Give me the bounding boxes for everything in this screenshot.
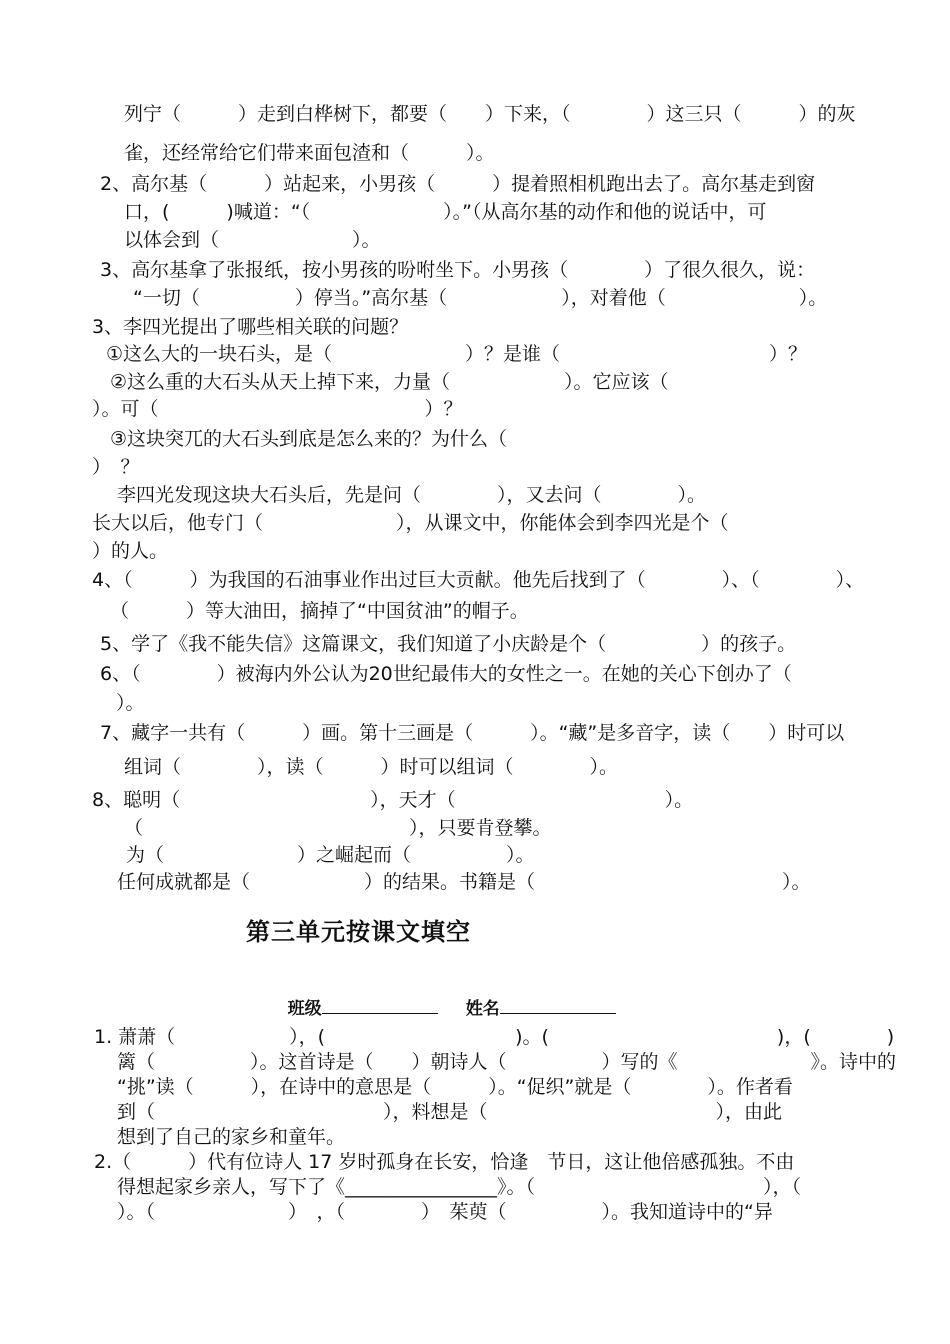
text-line: 3、李四光提出了哪些相关联的问题？: [92, 316, 409, 338]
text-line: 组词（ ），读（ ）时可以组词（ ）。: [124, 756, 619, 778]
text-line: 列宁（ ）走到白桦树下，都要（ ）下来，（ ）这三只（ ）的灰: [124, 103, 856, 125]
text-line: （ ），只要肯登攀。: [124, 817, 552, 839]
text-line: “挑”读（ ），在诗中的意思是（ ）。“促织”就是（ ）。作者看: [117, 1076, 793, 1098]
text-line: ）的人。: [92, 540, 169, 562]
text-line: 4、（ ）为我国的石油事业作出过巨大贡献。他先后找到了（ ）、（ ）、: [92, 569, 865, 591]
text-line: 2、高尔基（ ）站起来，小男孩（ ）提着照相机跑出去了。高尔基走到窗: [100, 173, 816, 195]
text-line: 以体会到（ ）。: [124, 229, 381, 251]
text-line: 1. 萧萧（ ），( )。( )，( ): [94, 1026, 895, 1048]
text-line: 长大以后，他专门（ ），从课文中，你能体会到李四光是个（: [92, 512, 729, 534]
text-line: 3、高尔基拿了张报纸，按小男孩的吩咐坐下。小男孩（ ）了很久很久，说：: [100, 259, 816, 281]
text-line: ③这块突兀的大石头到底是怎么来的？为什么（: [110, 428, 508, 450]
text-line: 李四光发现这块大石头后，先是问（ ），又去问（ ）。: [117, 484, 707, 506]
text-line: 5、学了《我不能失信》这篇课文，我们知道了小庆龄是个（ ）的孩子。: [100, 633, 797, 655]
text-line: 2.（ ）代有位诗人 17 岁时孤身在长安，恰逢 节日，这让他倍感孤独。不由: [94, 1151, 795, 1173]
text-line: ①这么大的一块石头，是（ ）？是谁（ ）？: [106, 343, 808, 365]
text-line: ②这么重的大石头从天上掉下来，力量（ ）。它应该（: [110, 371, 669, 393]
text-line: 到（ ），料想是（ ），由此: [117, 1101, 783, 1123]
text-line: 6、（ ）被海内外公认为20世纪最伟大的女性之一。在她的关心下创办了（: [100, 663, 792, 685]
section-title: 第三单元按课文填空: [246, 917, 471, 946]
text-line: 任何成就都是（ ）的结果。书籍是（ ）。: [117, 871, 811, 893]
text-line: ） ？: [92, 456, 140, 478]
text-line: 雀，还经常给它们带来面包渣和（ ）。: [124, 142, 495, 164]
text-line: 8、聪明（ ），天才（ ）。: [92, 789, 694, 811]
class-blank: [322, 995, 438, 1014]
name-blank: [500, 995, 616, 1014]
text-line: 得想起家乡亲人，写下了《________________》。（ ），（: [117, 1176, 802, 1198]
text-line: “一切（ ）停当。”高尔基（ ），对着他（ ）。: [133, 287, 828, 309]
text-line: 篱（ ）。这首诗是（ ）朝诗人（ ）写的《 》。诗中的: [117, 1051, 897, 1073]
class-label: 班级: [287, 999, 322, 1019]
name-label: 姓名: [465, 999, 500, 1019]
text-line: 为（ ）之崛起而（ ）。: [126, 844, 535, 866]
text-line: （ ）等大油田，摘掉了“中国贫油”的帽子。: [110, 600, 529, 622]
text-line: 7、藏字一共有（ ）画。第十三画是（ ）。“藏”是多音字，读（ ）时可以: [100, 722, 845, 744]
text-line: ）。可（ ）？: [92, 398, 463, 420]
text-line: ）。: [116, 692, 145, 714]
text-line: 口，( )喊道：“（ ）。”（从高尔基的动作和他的说话中，可: [124, 201, 767, 223]
text-line: 想到了自己的家乡和童年。: [117, 1126, 346, 1148]
text-line: ）。（ ） ，（ ） 茱萸（ ）。我知道诗中的“异: [117, 1201, 773, 1223]
